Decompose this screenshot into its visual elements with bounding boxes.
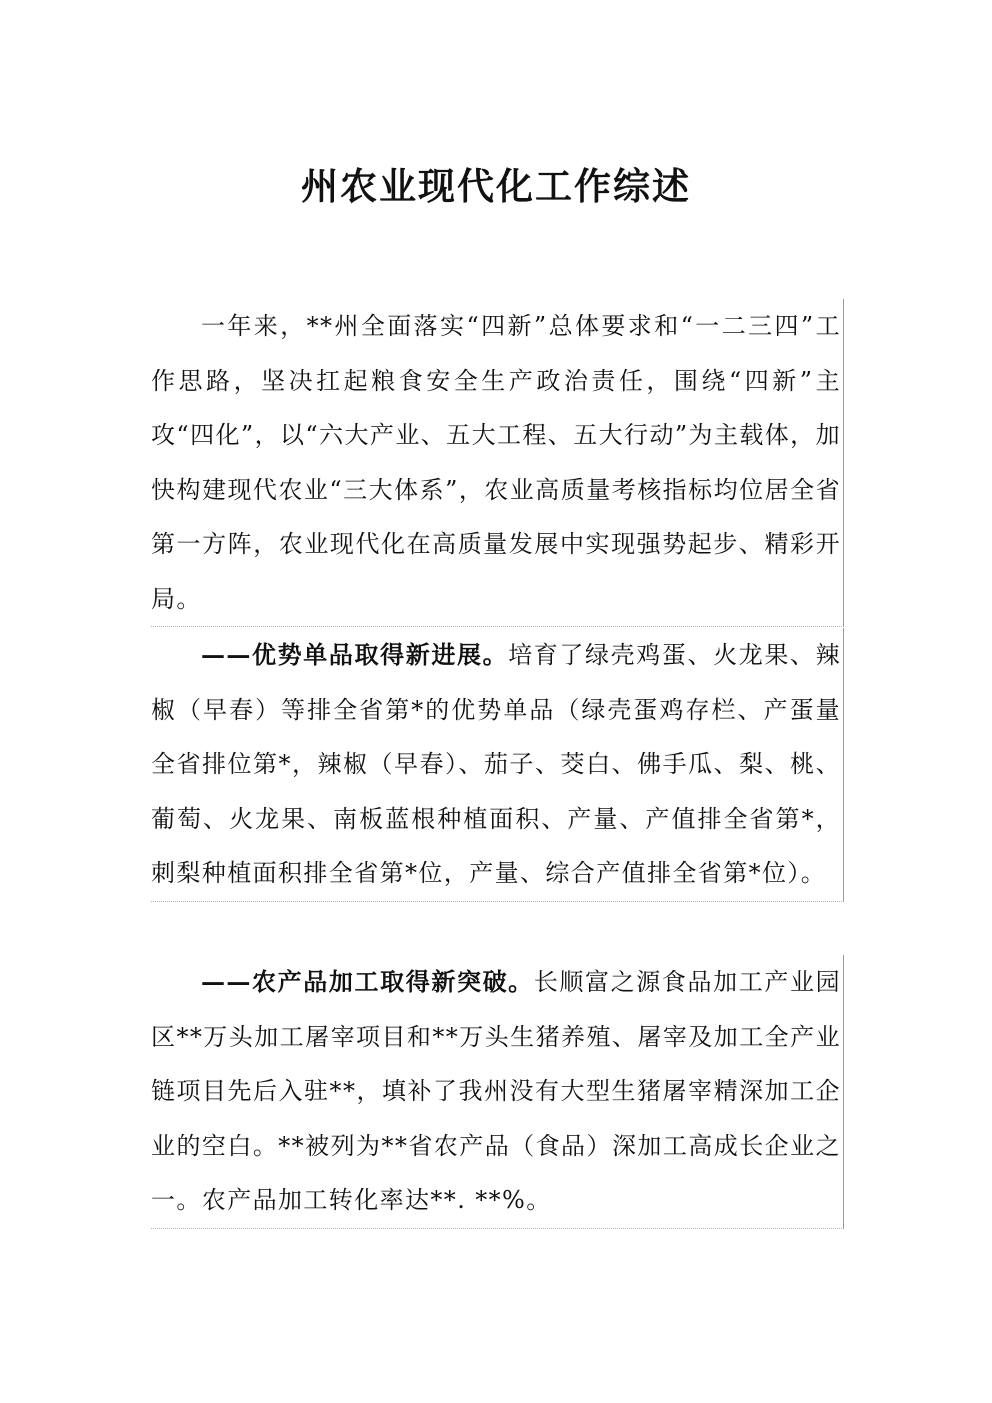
paragraph-block-intro [151,299,844,627]
paragraph-body: 长顺富之源食品加工产业园区**万头加工屠宰项目和**万头生猪养殖、屠宰及加工全产业链项目先后入驻**，填补了我州没有大型生猪屠宰精深加工企业的空白。**被列为**省农产品（食品）深加工高成长企业之一。农产品加工转化率达**. **%。 [151,968,841,1214]
paragraph-block-processing [151,955,844,1229]
paragraph-lead: ——农产品加工取得新突破。 [201,967,534,996]
paragraph-body: 培育了绿壳鸡蛋、火龙果、辣椒（早春）等排全省第*的优势单品（绿壳蛋鸡存栏、产蛋量全省排位第*，辣椒（早春）、茄子、茭白、佛手瓜、梨、桃、葡萄、火龙果、南板蓝根种植面积、产量、产值排全省第*，刺梨种植面积排全省第*位，产量、综合产值排全省第*位）。 [151,641,841,887]
paragraph-advantage-products [151,628,841,901]
paragraph-intro [151,299,841,626]
document-title: 州农业现代化工作综述 [301,164,691,208]
paragraph-block-advantage-products [151,628,844,902]
paragraph-body: 一年来，**州全面落实“四新”总体要求和“一二三四”工作思路，坚决扛起粮食安全生产政治责任，围绕“四新”主攻“四化”，以“六大产业、五大工程、五大行动”为主载体，加快构建现代农业“三大体系”，农业高质量考核指标均位居全省第一方阵，农业现代化在高质量发展中实现强势起步、精彩开局。 [151,312,841,613]
paragraph-processing [151,955,841,1228]
paragraph-lead: ——优势单品取得新进展。 [201,640,509,669]
